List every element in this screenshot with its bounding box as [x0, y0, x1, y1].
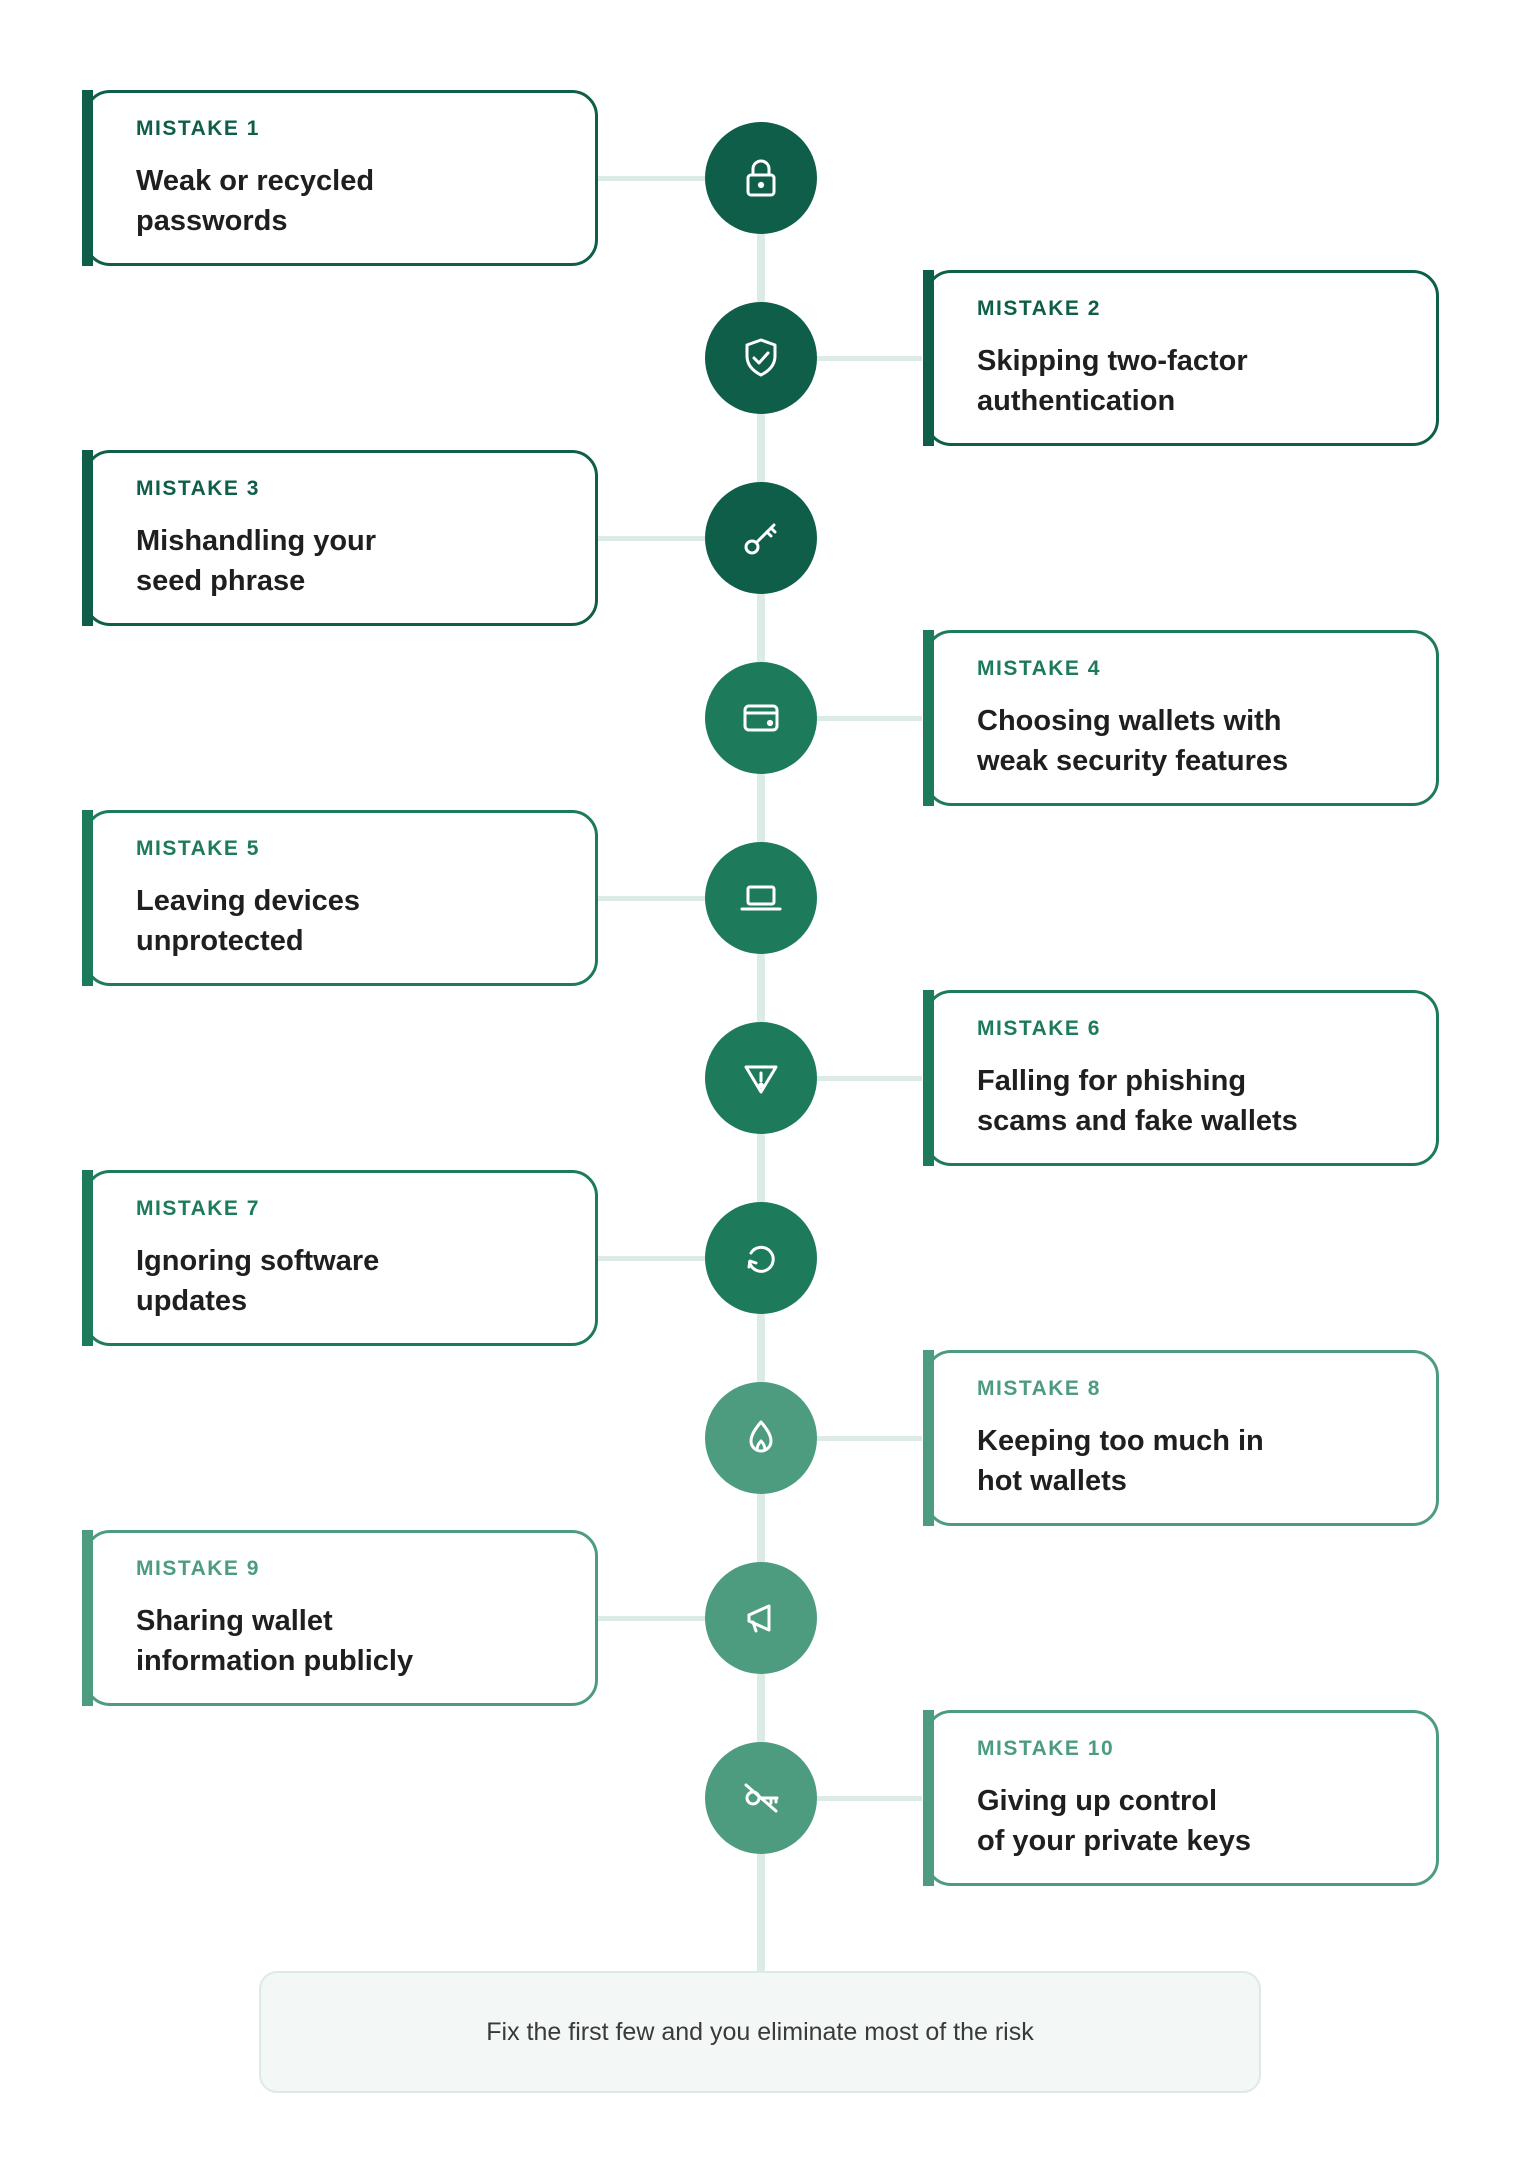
mistake-card-2 — [925, 270, 1439, 446]
mistake-card-5 — [84, 810, 598, 986]
card-accent-bar — [923, 1710, 934, 1886]
mistake-number: MISTAKE 2 — [977, 297, 1101, 320]
mistake-number: MISTAKE 6 — [977, 1017, 1101, 1040]
timeline-node-9 — [705, 1562, 817, 1674]
mistake-title: Sharing wallet information publicly — [136, 1605, 414, 1677]
card-accent-bar — [923, 630, 934, 806]
key-icon — [737, 514, 785, 562]
mistake-number: MISTAKE 8 — [977, 1377, 1101, 1400]
mistake-title: Weak or recycled passwords — [136, 165, 375, 237]
wallet-card-icon — [737, 694, 785, 742]
mistake-title: Giving up control of your private keys — [977, 1785, 1251, 1857]
card-accent-bar — [82, 90, 93, 266]
mistake-number: MISTAKE 3 — [136, 477, 260, 500]
mistake-card-6 — [925, 990, 1439, 1166]
mistake-card-8 — [925, 1350, 1439, 1526]
card-accent-bar — [82, 1530, 93, 1706]
mistake-title: Keeping too much in hot wallets — [977, 1425, 1264, 1497]
megaphone-icon — [737, 1594, 785, 1642]
timeline-node-1 — [705, 122, 817, 234]
timeline-node-4 — [705, 662, 817, 774]
timeline-node-6 — [705, 1022, 817, 1134]
flame-icon — [737, 1414, 785, 1462]
mistake-number: MISTAKE 5 — [136, 837, 260, 860]
mistake-title: Falling for phishing scams and fake wallets — [977, 1065, 1298, 1137]
card-accent-bar — [82, 450, 93, 626]
card-accent-bar — [82, 1170, 93, 1346]
mistake-number: MISTAKE 1 — [136, 117, 260, 140]
card-accent-bar — [923, 270, 934, 446]
mistake-card-3 — [84, 450, 598, 626]
timeline-node-8 — [705, 1382, 817, 1494]
mistake-title: Skipping two-factor authentication — [977, 345, 1248, 417]
mistake-title: Leaving devices unprotected — [136, 885, 361, 957]
shield-check-icon — [737, 334, 785, 382]
mistake-title: Choosing wallets with weak security features — [977, 705, 1289, 777]
key-off-icon — [737, 1774, 785, 1822]
mistake-number: MISTAKE 10 — [977, 1737, 1115, 1760]
laptop-icon — [737, 874, 785, 922]
mistake-title: Mishandling your seed phrase — [136, 525, 377, 597]
mistake-card-9 — [84, 1530, 598, 1706]
card-accent-bar — [82, 810, 93, 986]
mistake-card-1 — [84, 90, 598, 266]
mistake-title: Ignoring software updates — [136, 1245, 380, 1317]
refresh-icon — [737, 1234, 785, 1282]
footer-text: Fix the first few and you eliminate most of the risk — [486, 2017, 1034, 2046]
mistake-number: MISTAKE 9 — [136, 1557, 260, 1580]
timeline-node-10 — [705, 1742, 817, 1854]
card-accent-bar — [923, 990, 934, 1166]
mistake-number: MISTAKE 7 — [136, 1197, 260, 1220]
lock-icon — [737, 154, 785, 202]
timeline-node-7 — [705, 1202, 817, 1314]
mistake-card-7 — [84, 1170, 598, 1346]
mistake-card-4 — [925, 630, 1439, 806]
timeline-node-3 — [705, 482, 817, 594]
card-accent-bar — [923, 1350, 934, 1526]
warning-triangle-icon — [737, 1054, 785, 1102]
mistake-number: MISTAKE 4 — [977, 657, 1101, 680]
mistake-card-10 — [925, 1710, 1439, 1886]
timeline-node-2 — [705, 302, 817, 414]
footer-note — [259, 1971, 1261, 2093]
timeline-node-5 — [705, 842, 817, 954]
